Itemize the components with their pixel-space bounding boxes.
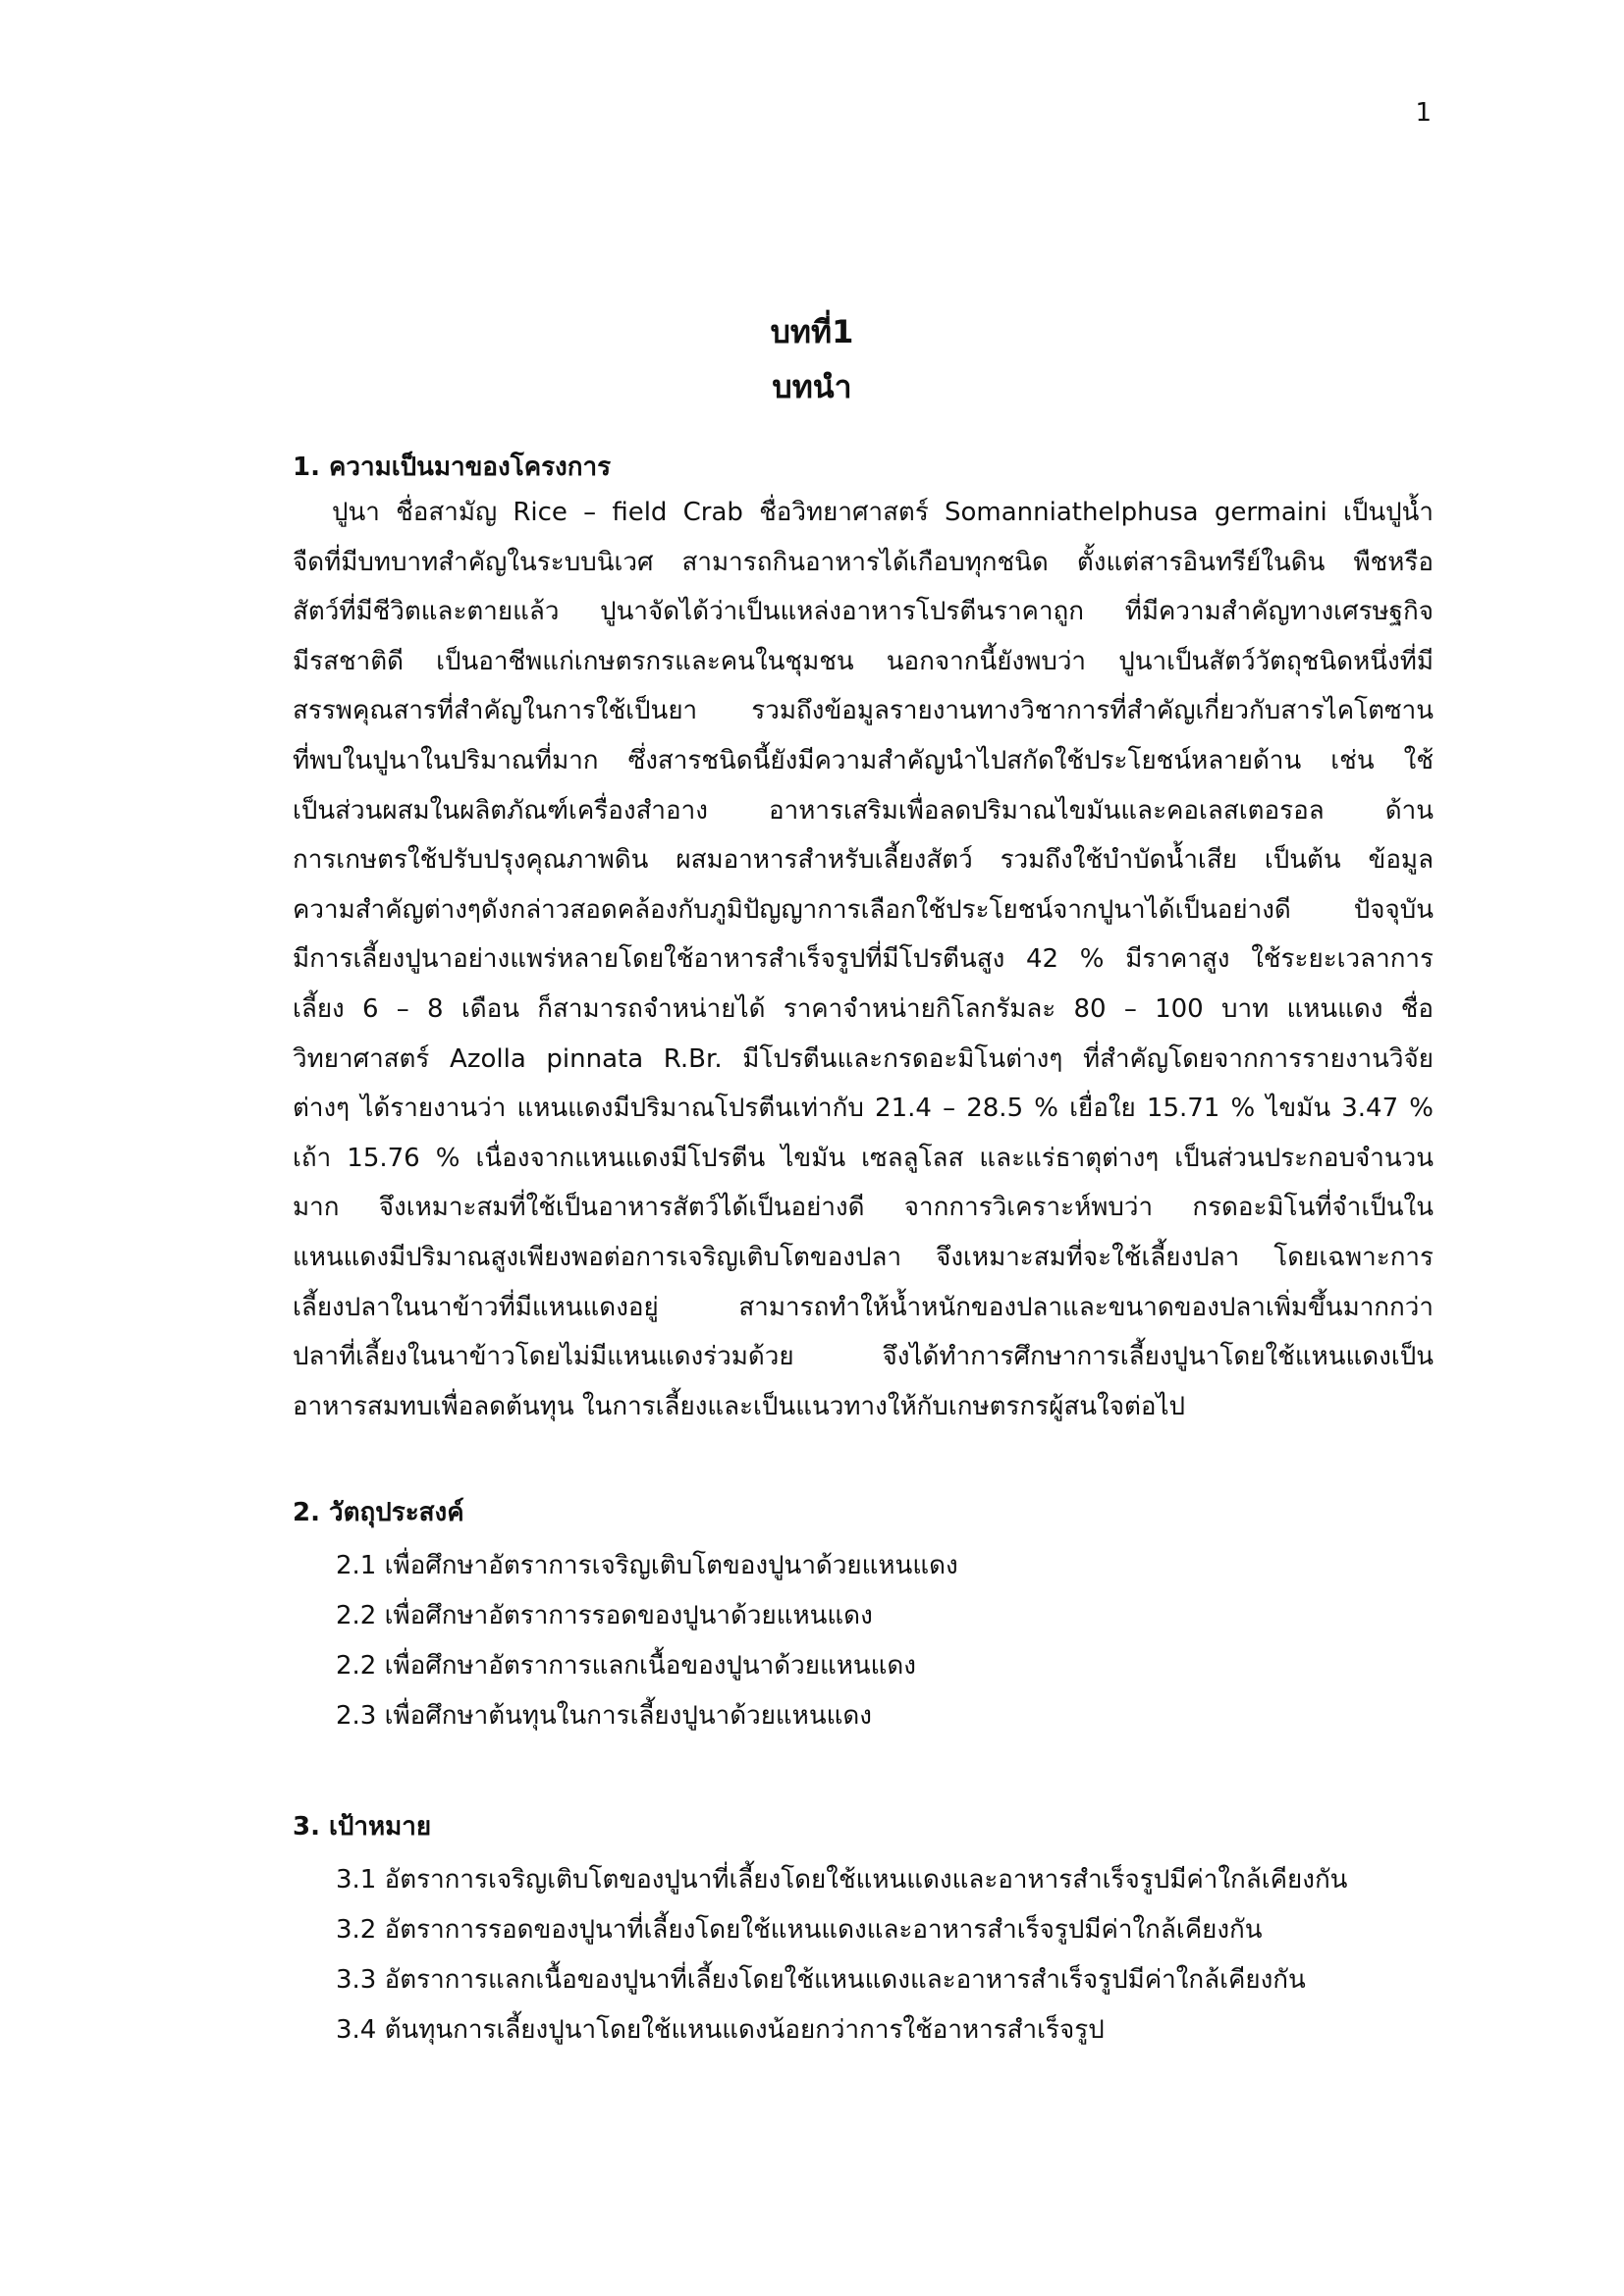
objectives-list bbox=[293, 1541, 1434, 1741]
section-title-objectives: 2. วัตถุประสงค์ bbox=[293, 1498, 464, 1528]
chapter-number: บทที่1 bbox=[770, 313, 854, 350]
paragraph-line: ปูนา ชื่อสามัญ Rice – field Crab ชื่อวิทยาศาสตร์ Somanniathelphusa germaini เป็นปูน้ำ bbox=[332, 498, 1434, 527]
list-item: 2.2 เพื่อศึกษาอัตราการแลกเนื้อของปูนาด้วยแหนแดง bbox=[336, 1651, 917, 1682]
paragraph-line: มีรสชาติดี เป็นอาชีพแก่เกษตรกรและคนในชุมชน นอกจากนี้ยังพบว่า ปูนาเป็นสัตว์วัตถุชนิดหนึ่งที่มี bbox=[293, 646, 1434, 676]
goals-list bbox=[293, 1855, 1434, 2056]
chapter-title: บทนำ bbox=[772, 368, 852, 405]
page-number: 1 bbox=[1415, 98, 1432, 128]
section-title-background: 1. ความเป็นมาของโครงการ bbox=[293, 453, 612, 482]
list-item: 2.1 เพื่อศึกษาอัตราการเจริญเติบโตของปูนาด้วยแหนแดง bbox=[336, 1551, 958, 1581]
paragraph-line: ต่างๆ ได้รายงานว่า แหนแดงมีปริมาณโปรตีนเท่ากับ 21.4 – 28.5 % เยื่อใย 15.71 % ไขมัน 3.47 % bbox=[293, 1094, 1434, 1124]
paragraph-line: มาก จึงเหมาะสมที่ใช้เป็นอาหารสัตว์ได้เป็นอย่างดี จากการวิเคราะห์พบว่า กรดอะมิโนที่จำเป็นใน bbox=[293, 1193, 1434, 1223]
list-item: 3.2 อัตราการรอดของปูนาที่เลี้ยงโดยใช้แหนแดงและอาหารสำเร็จรูปมีค่าใกล้เคียงกัน bbox=[336, 1915, 1263, 1946]
paragraph-line: เลี้ยงปลาในนาข้าวที่มีแหนแดงอยู่ สามารถทำให้น้ำหนักของปลาและขนาดของปลาเพิ่มขึ้นมากกว่า bbox=[293, 1292, 1434, 1322]
list-item: 3.1 อัตราการเจริญเติบโตของปูนาที่เลี้ยงโดยใช้แหนแดงและอาหารสำเร็จรูปมีค่าใกล้เคียงกัน bbox=[336, 1865, 1348, 1896]
paragraph-line: สรรพคุณสารที่สำคัญในการใช้เป็นยา รวมถึงข้อมูลรายงานทางวิชาการที่สำคัญเกี่ยวกับสารไคโตซาน bbox=[293, 696, 1434, 726]
paragraph-line: การเกษตรใช้ปรับปรุงคุณภาพดิน ผสมอาหารสำหรับเลี้ยงสัตว์ รวมถึงใช้บำบัดน้ำเสีย เป็นต้น ข้อมูล bbox=[293, 845, 1434, 876]
document-body bbox=[293, 447, 1434, 2056]
chapter-heading bbox=[0, 304, 1624, 414]
paragraph-line: วิทยาศาสตร์ Azolla pinnata R.Br. มีโปรตีนและกรดอะมิโนต่างๆ ที่สำคัญโดยจากการรายงานวิจัย bbox=[293, 1043, 1434, 1074]
paragraph-line: ปลาที่เลี้ยงในนาข้าวโดยไม่มีแหนแดงร่วมด้วย จึงได้ทำการศึกษาการเลี้ยงปูนาโดยใช้แหนแดงเป็น bbox=[293, 1342, 1434, 1372]
paragraph-line: มีการเลี้ยงปูนาอย่างแพร่หลายโดยใช้อาหารสำเร็จรูปที่มีโปรตีนสูง 42 % มีราคาสูง ใช้ระยะเวลาการ bbox=[293, 944, 1434, 975]
paragraph-line: แหนแดงมีปริมาณสูงเพียงพอต่อการเจริญเติบโตของปลา จึงเหมาะสมที่จะใช้เลี้ยงปลา โดยเฉพาะการ bbox=[293, 1242, 1434, 1272]
paragraph-line: จืดที่มีบทบาทสำคัญในระบบนิเวศ สามารถกินอาหารได้เกือบทุกชนิด ตั้งแต่สารอินทรีย์ในดิน พืชหรือ bbox=[293, 547, 1434, 577]
list-item: 3.3 อัตราการแลกเนื้อของปูนาที่เลี้ยงโดยใช้แหนแดงและอาหารสำเร็จรูปมีค่าใกล้เคียงกัน bbox=[336, 1965, 1306, 1996]
list-item: 2.2 เพื่อศึกษาอัตราการรอดของปูนาด้วยแหนแดง bbox=[336, 1601, 873, 1631]
section-title-goals: 3. เป้าหมาย bbox=[293, 1812, 432, 1842]
paragraph-line: เถ้า 15.76 % เนื่องจากแหนแดงมีโปรตีน ไขมัน เซลลูโลส และแร่ธาตุต่างๆ เป็นส่วนประกอบจำนวน bbox=[293, 1143, 1434, 1173]
paragraph-line: สัตว์ที่มีชีวิตและตายแล้ว ปูนาจัดได้ว่าเป็นแหล่งอาหารโปรตีนราคาถูก ที่มีความสำคัญทางเศรษฐกิจ bbox=[293, 597, 1434, 627]
list-item: 3.4 ต้นทุนการเลี้ยงปูนาโดยใช้แหนแดงน้อยกว่าการใช้อาหารสำเร็จรูป bbox=[336, 2015, 1105, 2046]
background-paragraph bbox=[293, 488, 1434, 1431]
paragraph-line: เป็นส่วนผสมในผลิตภัณฑ์เครื่องสำอาง อาหารเสริมเพื่อลดปริมาณไขมันและคอเลสเตอรอล ด้าน bbox=[293, 795, 1434, 826]
paragraph-line: เลี้ยง 6 – 8 เดือน ก็สามารถจำหน่ายได้ ราคาจำหน่ายกิโลกรัมละ 80 – 100 บาท แหนแดง ชื่อ bbox=[293, 993, 1434, 1024]
paragraph-line: ความสำคัญต่างๆดังกล่าวสอดคล้องกับภูมิปัญญาการเลือกใช้ประโยชน์จากปูนาได้เป็นอย่างดี ปัจจุบัน bbox=[293, 894, 1434, 925]
list-item: 2.3 เพื่อศึกษาต้นทุนในการเลี้ยงปูนาด้วยแหนแดง bbox=[336, 1701, 872, 1732]
paragraph-line: ที่พบในปูนาในปริมาณที่มาก ซึ่งสารชนิดนี้ยังมีความสำคัญนำไปสกัดใช้ประโยชน์หลายด้าน เช่น ใช้ bbox=[293, 745, 1434, 775]
paragraph-line: อาหารสมทบเพื่อลดต้นทุน ในการเลี้ยงและเป็นแนวทางให้กับเกษตรกรผู้สนใจต่อไป bbox=[293, 1391, 1186, 1421]
